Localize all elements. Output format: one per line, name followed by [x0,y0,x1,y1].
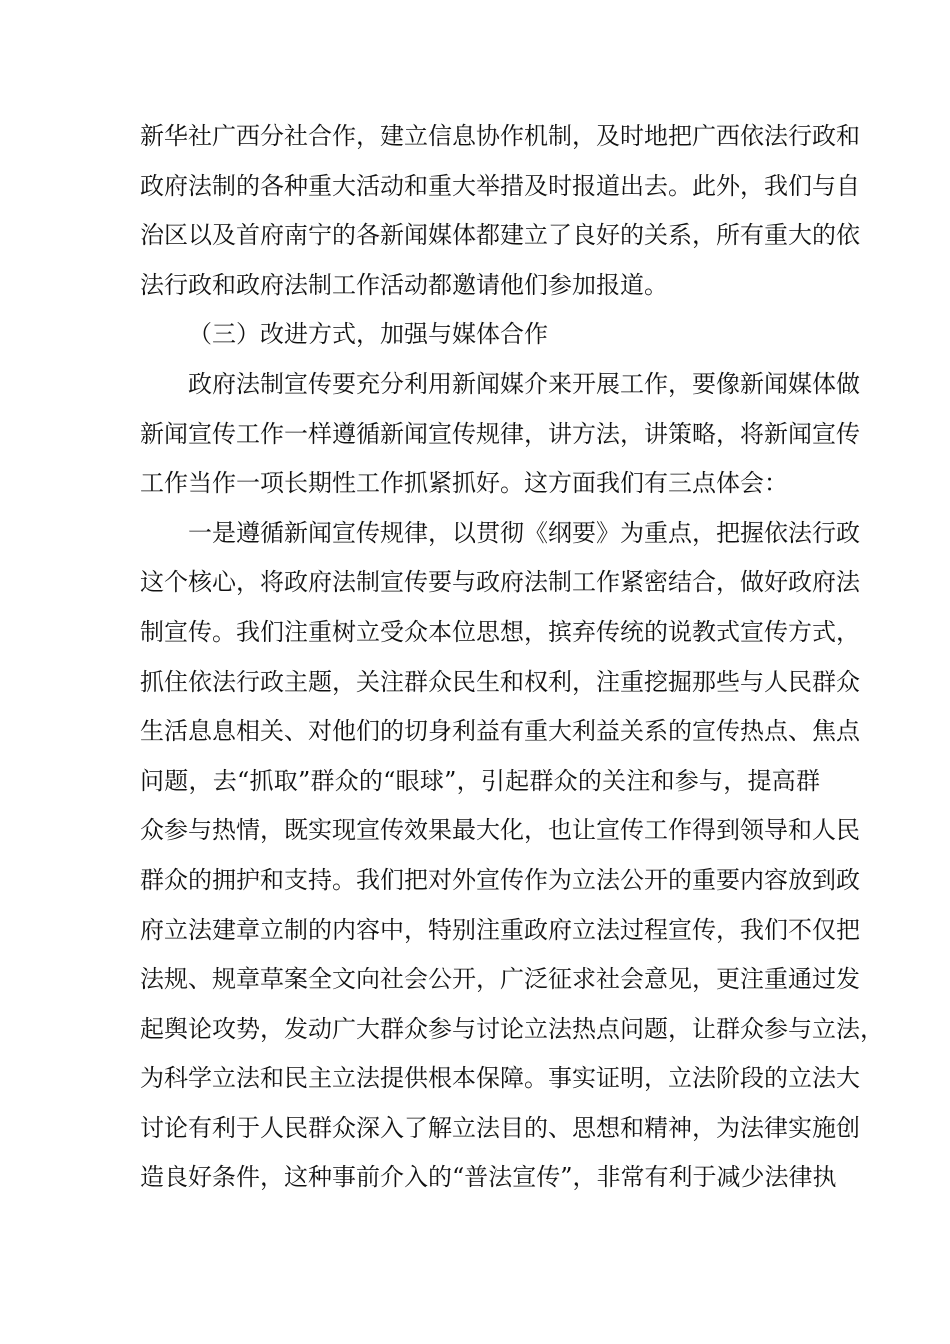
text-line: 问题，去“抓取”群众的“眼球”，引起群众的关注和参与，提高群 [140,766,820,795]
section-heading-text: （三）改进方式，加强与媒体合作 [188,320,548,349]
text-line: 一是遵循新闻宣传规律，以贯彻《纲要》为重点，把握依法行政 [188,518,860,547]
text-line: 新闻宣传工作一样遵循新闻宣传规律，讲方法，讲策略，将新闻宣传 [140,419,860,448]
text-line: 众参与热情，既实现宣传效果最大化，也让宣传工作得到领导和人民 [140,816,860,845]
text-line: 讨论有利于人民群众深入了解立法目的、思想和精神，为法律实施创 [140,1113,860,1142]
section-heading [140,310,820,360]
paragraph-point-one [140,509,884,1203]
text-line: 法规、规章草案全文向社会公开，广泛征求社会意见，更注重通过发 [140,965,860,994]
text-line: 抓住依法行政主题，关注群众民生和权利，注重挖掘那些与人民群众 [140,667,860,696]
text-line: 政府法制宣传要充分利用新闻媒介来开展工作，要像新闻媒体做 [188,369,860,398]
text-line: 府立法建章立制的内容中，特别注重政府立法过程宣传，我们不仅把 [140,915,860,944]
paragraph-intro [140,360,860,509]
text-line: 这个核心，将政府法制宣传要与政府法制工作紧密结合，做好政府法 [140,568,860,597]
text-line: 治区以及首府南宁的各新闻媒体都建立了良好的关系，所有重大的依 [140,221,860,250]
text-line: 新华社广西分社合作，建立信息协作机制，及时地把广西依法行政和 [140,122,860,150]
document-body [140,112,884,1203]
text-line: 群众的拥护和支持。我们把对外宣传作为立法公开的重要内容放到政 [140,865,860,894]
text-line: 制宣传。我们注重树立受众本位思想，摈弃传统的说教式宣传方式， [140,617,860,646]
text-line: 造良好条件，这种事前介入的“普法宣传”，非常有利于减少法律执 [140,1163,837,1192]
paragraph-continuation [140,112,860,310]
text-line: 起舆论攻势，发动广大群众参与讨论立法热点问题，让群众参与立法， [140,1014,884,1043]
text-line: 生活息息相关、对他们的切身利益有重大利益关系的宣传热点、焦点 [140,717,860,746]
text-line: 工作当作一项长期性工作抓紧抓好。这方面我们有三点体会： [140,469,788,498]
text-line: 政府法制的各种重大活动和重大举措及时报道出去。此外，我们与自 [140,171,860,200]
text-line: 为科学立法和民主立法提供根本保障。事实证明，立法阶段的立法大 [140,1064,860,1093]
text-line: 法行政和政府法制工作活动都邀请他们参加报道。 [140,270,668,299]
